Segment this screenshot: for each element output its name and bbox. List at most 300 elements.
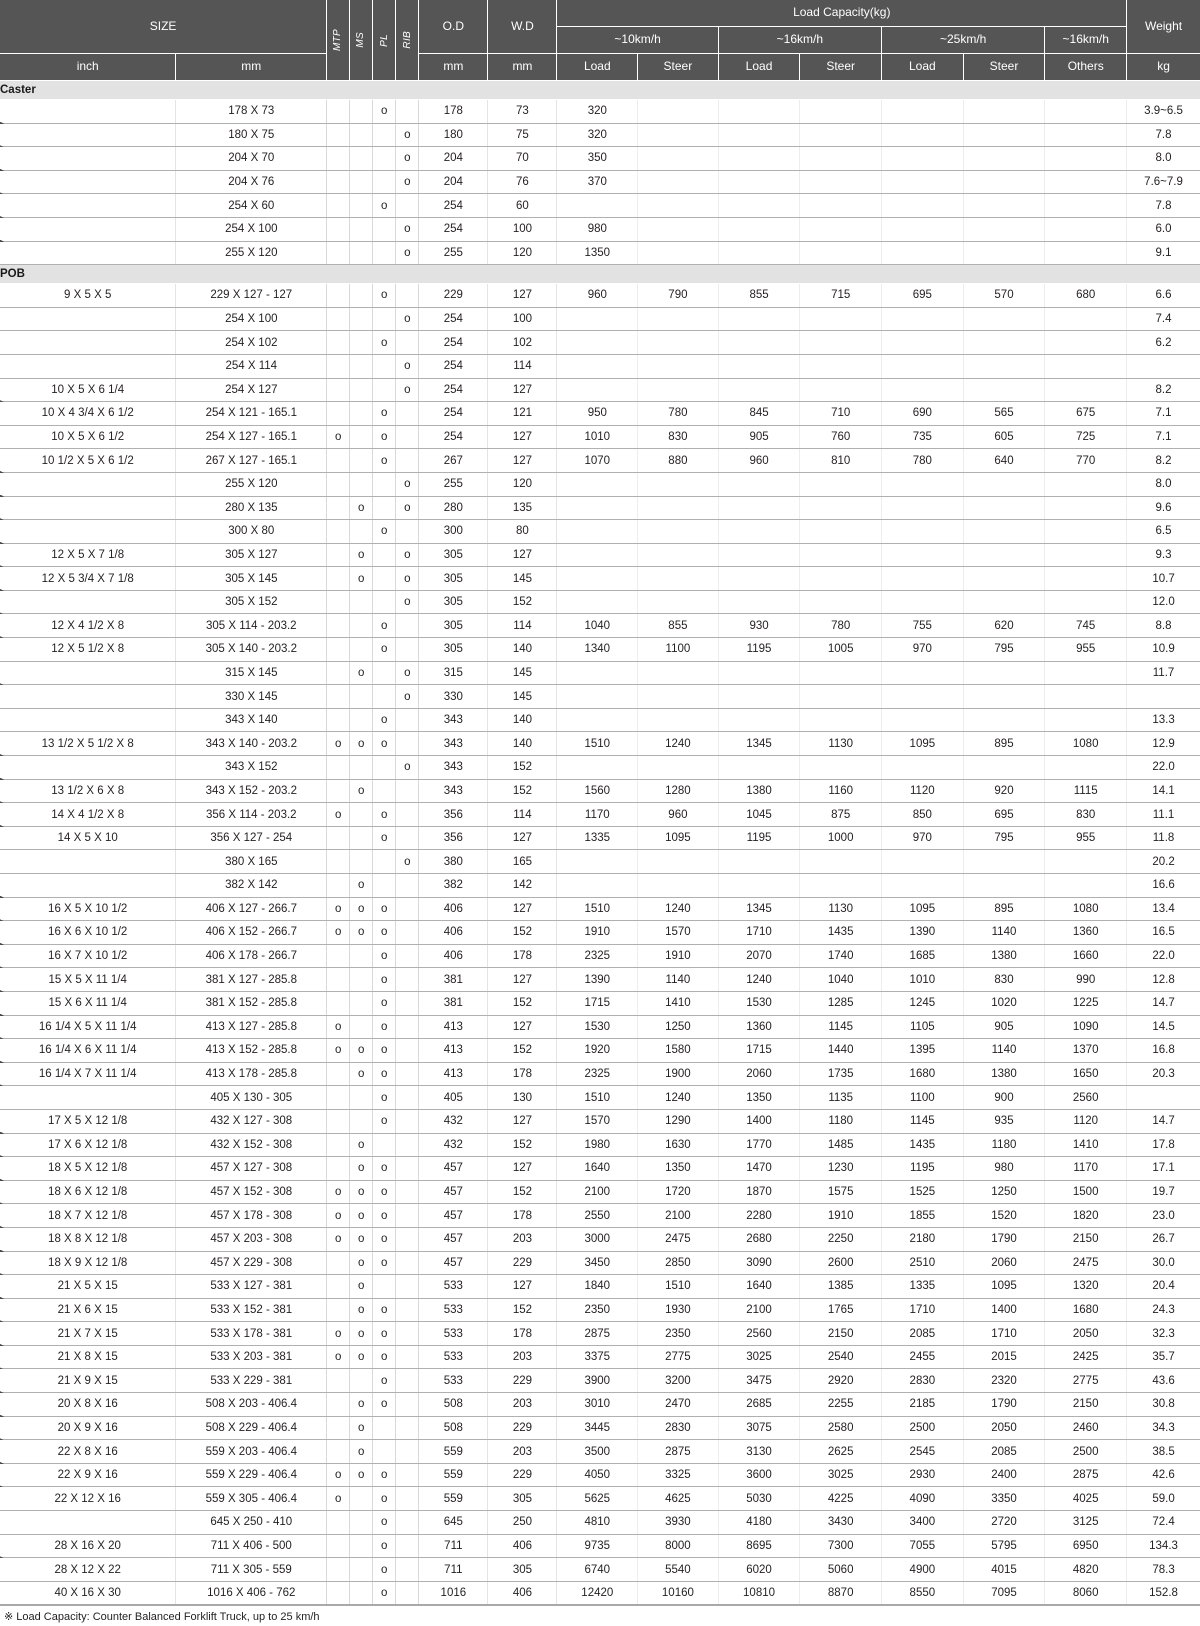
cell-mtp: [327, 944, 350, 968]
cell-inch: 17 X 6 X 12 1/8: [0, 1133, 176, 1157]
cell-l2: 6020: [718, 1558, 800, 1582]
cell-others: 1080: [1045, 897, 1127, 921]
cell-l2: 3090: [718, 1251, 800, 1275]
cell-od: 382: [419, 874, 488, 898]
cell-s3: 1790: [963, 1227, 1045, 1251]
cell-pl: o: [373, 1251, 396, 1275]
cell-pl: o: [373, 1015, 396, 1039]
cell-ms: [350, 1534, 373, 1558]
cell-pl: o: [373, 1157, 396, 1181]
cell-rib: [396, 1534, 419, 1558]
cell-wd: 165: [488, 850, 557, 874]
cell-mm: 229 X 127 - 127: [176, 284, 327, 308]
table-row: [0, 1558, 1200, 1582]
cell-weight: 30.8: [1127, 1393, 1200, 1417]
cell-l2: 1195: [718, 638, 800, 662]
cell-mm: 405 X 130 - 305: [176, 1086, 327, 1110]
cell-inch: 13 1/2 X 5 1/2 X 8: [0, 732, 176, 756]
cell-s2: 2580: [800, 1416, 882, 1440]
cell-l1: [557, 661, 638, 685]
cell-s1: 1720: [638, 1180, 719, 1204]
cell-s2: [800, 194, 882, 218]
cell-ms: [350, 123, 373, 147]
cell-l2: [718, 543, 800, 567]
table-row: [0, 1275, 1200, 1299]
cell-weight: 14.5: [1127, 1015, 1200, 1039]
cell-pl: o: [373, 1086, 396, 1110]
cell-s2: 2625: [800, 1440, 882, 1464]
cell-mm: 280 X 135: [176, 496, 327, 520]
cell-od: 533: [419, 1345, 488, 1369]
cell-wd: 152: [488, 590, 557, 614]
cell-rib: [396, 1133, 419, 1157]
cell-ms: [350, 378, 373, 402]
cell-mtp: o: [327, 803, 350, 827]
cell-rib: [396, 614, 419, 638]
cell-weight: 34.3: [1127, 1416, 1200, 1440]
cell-s1: 8000: [638, 1534, 719, 1558]
cell-wd: 152: [488, 1180, 557, 1204]
cell-others: 2500: [1045, 1440, 1127, 1464]
cell-l1: [557, 354, 638, 378]
header-steer-3: Steer: [963, 54, 1045, 81]
cell-rib: [396, 425, 419, 449]
cell-rib: [396, 1157, 419, 1181]
cell-s2: [800, 217, 882, 241]
cell-wd: 229: [488, 1463, 557, 1487]
cell-l1: 2550: [557, 1204, 638, 1228]
cell-pl: [373, 685, 396, 709]
cell-rib: o: [396, 472, 419, 496]
cell-ms: [350, 685, 373, 709]
cell-l3: 2500: [882, 1416, 964, 1440]
cell-mtp: [327, 1369, 350, 1393]
table-row: [0, 897, 1200, 921]
cell-weight: 6.2: [1127, 331, 1200, 355]
cell-others: 2150: [1045, 1227, 1127, 1251]
cell-weight: 12.9: [1127, 732, 1200, 756]
cell-weight: 9.6: [1127, 496, 1200, 520]
cell-s3: [963, 354, 1045, 378]
cell-l1: 1070: [557, 449, 638, 473]
cell-weight: [1127, 1086, 1200, 1110]
cell-s1: 880: [638, 449, 719, 473]
cell-l3: 780: [882, 449, 964, 473]
cell-pl: o: [373, 331, 396, 355]
cell-inch: 13 1/2 X 6 X 8: [0, 779, 176, 803]
cell-wd: 114: [488, 354, 557, 378]
cell-others: 770: [1045, 449, 1127, 473]
cell-l1: 320: [557, 123, 638, 147]
cell-s2: [800, 685, 882, 709]
cell-rib: [396, 638, 419, 662]
cell-others: [1045, 756, 1127, 780]
cell-inch: 15 X 5 X 11 1/4: [0, 968, 176, 992]
cell-mtp: [327, 1133, 350, 1157]
cell-wd: 305: [488, 1558, 557, 1582]
cell-mtp: [327, 1581, 350, 1605]
cell-l1: 3010: [557, 1393, 638, 1417]
cell-weight: 7.1: [1127, 402, 1200, 426]
cell-weight: 11.7: [1127, 661, 1200, 685]
cell-mm: 343 X 152: [176, 756, 327, 780]
cell-s3: [963, 708, 1045, 732]
cell-rib: o: [396, 496, 419, 520]
cell-rib: [396, 1581, 419, 1605]
cell-others: 3125: [1045, 1511, 1127, 1535]
cell-inch: 18 X 7 X 12 1/8: [0, 1204, 176, 1228]
header-speed-16: ~16km/h: [718, 27, 881, 54]
cell-l1: [557, 756, 638, 780]
cell-others: [1045, 708, 1127, 732]
cell-inch: [0, 170, 176, 194]
cell-od: 178: [419, 100, 488, 124]
cell-od: 381: [419, 968, 488, 992]
cell-s1: 1100: [638, 638, 719, 662]
cell-mtp: o: [327, 425, 350, 449]
cell-weight: 17.8: [1127, 1133, 1200, 1157]
header-speed-25: ~25km/h: [882, 27, 1045, 54]
cell-s3: 1380: [963, 944, 1045, 968]
cell-pl: [373, 354, 396, 378]
cell-others: [1045, 100, 1127, 124]
cell-l1: 1040: [557, 614, 638, 638]
cell-weight: 11.1: [1127, 803, 1200, 827]
cell-s3: 1140: [963, 921, 1045, 945]
cell-s3: 2400: [963, 1463, 1045, 1487]
cell-wd: 145: [488, 685, 557, 709]
cell-l1: 3375: [557, 1345, 638, 1369]
cell-wd: 127: [488, 826, 557, 850]
cell-l2: [718, 170, 800, 194]
cell-s3: 895: [963, 732, 1045, 756]
cell-ms: o: [350, 1275, 373, 1299]
cell-mtp: [327, 1157, 350, 1181]
cell-pl: o: [373, 1487, 396, 1511]
cell-rib: [396, 1487, 419, 1511]
cell-od: 432: [419, 1109, 488, 1133]
cell-s1: 1240: [638, 1086, 719, 1110]
table-header: [0, 0, 1200, 81]
cell-s1: [638, 874, 719, 898]
cell-mm: 254 X 121 - 165.1: [176, 402, 327, 426]
cell-wd: 127: [488, 1157, 557, 1181]
cell-od: 559: [419, 1440, 488, 1464]
table-row: [0, 170, 1200, 194]
cell-ms: o: [350, 1062, 373, 1086]
cell-ms: o: [350, 1440, 373, 1464]
table-row: [0, 147, 1200, 171]
cell-od: 457: [419, 1251, 488, 1275]
cell-pl: o: [373, 732, 396, 756]
cell-wd: 145: [488, 661, 557, 685]
cell-wd: 135: [488, 496, 557, 520]
cell-l3: 1335: [882, 1275, 964, 1299]
table-row: [0, 614, 1200, 638]
cell-mm: 413 X 152 - 285.8: [176, 1039, 327, 1063]
cell-pl: o: [373, 944, 396, 968]
cell-od: 432: [419, 1133, 488, 1157]
cell-mtp: [327, 217, 350, 241]
cell-s1: 1900: [638, 1062, 719, 1086]
cell-pl: [373, 590, 396, 614]
cell-wd: 152: [488, 1039, 557, 1063]
cell-pl: o: [373, 1345, 396, 1369]
cell-mtp: [327, 850, 350, 874]
cell-s3: 895: [963, 897, 1045, 921]
cell-mtp: [327, 284, 350, 308]
cell-others: 1360: [1045, 921, 1127, 945]
cell-l3: 1395: [882, 1039, 964, 1063]
header-load-1: Load: [557, 54, 638, 81]
cell-rib: [396, 194, 419, 218]
cell-ms: [350, 241, 373, 265]
cell-mm: 508 X 203 - 406.4: [176, 1393, 327, 1417]
cell-od: 330: [419, 685, 488, 709]
cell-mtp: [327, 661, 350, 685]
cell-wd: 178: [488, 1062, 557, 1086]
cell-wd: 140: [488, 638, 557, 662]
cell-rib: [396, 1393, 419, 1417]
cell-l1: [557, 708, 638, 732]
table-row: [0, 921, 1200, 945]
cell-od: 229: [419, 284, 488, 308]
cell-wd: 152: [488, 1133, 557, 1157]
cell-s2: 4225: [800, 1487, 882, 1511]
cell-s2: [800, 147, 882, 171]
cell-weight: 6.0: [1127, 217, 1200, 241]
header-weight: Weight: [1127, 0, 1200, 54]
cell-others: 2050: [1045, 1322, 1127, 1346]
cell-ms: [350, 194, 373, 218]
cell-l1: 1010: [557, 425, 638, 449]
cell-mtp: o: [327, 1180, 350, 1204]
cell-others: 675: [1045, 402, 1127, 426]
table-row: [0, 1109, 1200, 1133]
cell-l3: 2830: [882, 1369, 964, 1393]
cell-s1: [638, 378, 719, 402]
cell-ms: [350, 991, 373, 1015]
cell-wd: 120: [488, 472, 557, 496]
cell-rib: o: [396, 307, 419, 331]
cell-wd: 203: [488, 1440, 557, 1464]
cell-rib: [396, 803, 419, 827]
cell-mtp: [327, 1275, 350, 1299]
cell-s2: 2600: [800, 1251, 882, 1275]
cell-wd: 152: [488, 756, 557, 780]
cell-od: 254: [419, 217, 488, 241]
cell-rib: [396, 1109, 419, 1133]
cell-s3: [963, 100, 1045, 124]
cell-mm: 457 X 229 - 308: [176, 1251, 327, 1275]
cell-s3: [963, 170, 1045, 194]
cell-weight: 13.3: [1127, 708, 1200, 732]
cell-mtp: [327, 496, 350, 520]
cell-weight: 72.4: [1127, 1511, 1200, 1535]
cell-ms: [350, 1487, 373, 1511]
cell-others: [1045, 170, 1127, 194]
cell-l2: 5030: [718, 1487, 800, 1511]
cell-l3: 1390: [882, 921, 964, 945]
cell-l3: 1710: [882, 1298, 964, 1322]
cell-s3: 980: [963, 1157, 1045, 1181]
cell-weight: 6.6: [1127, 284, 1200, 308]
cell-l1: 1560: [557, 779, 638, 803]
table-row: [0, 803, 1200, 827]
cell-s1: [638, 307, 719, 331]
cell-ms: o: [350, 1463, 373, 1487]
cell-s2: [800, 590, 882, 614]
cell-l1: 320: [557, 100, 638, 124]
cell-s3: 900: [963, 1086, 1045, 1110]
cell-mtp: o: [327, 1322, 350, 1346]
cell-rib: [396, 991, 419, 1015]
cell-wd: 203: [488, 1345, 557, 1369]
cell-l1: 1390: [557, 968, 638, 992]
cell-others: 8060: [1045, 1581, 1127, 1605]
cell-l3: 1120: [882, 779, 964, 803]
cell-l2: 855: [718, 284, 800, 308]
cell-wd: 152: [488, 991, 557, 1015]
cell-s2: 5060: [800, 1558, 882, 1582]
cell-pl: o: [373, 1534, 396, 1558]
cell-mm: 254 X 127 - 165.1: [176, 425, 327, 449]
cell-l1: 2100: [557, 1180, 638, 1204]
cell-inch: 40 X 16 X 30: [0, 1581, 176, 1605]
cell-others: 1660: [1045, 944, 1127, 968]
cell-wd: 140: [488, 732, 557, 756]
cell-s1: 3930: [638, 1511, 719, 1535]
cell-s1: 1630: [638, 1133, 719, 1157]
cell-inch: 16 X 7 X 10 1/2: [0, 944, 176, 968]
cell-l2: 2280: [718, 1204, 800, 1228]
cell-rib: [396, 331, 419, 355]
cell-weight: 7.1: [1127, 425, 1200, 449]
cell-ms: o: [350, 1227, 373, 1251]
cell-inch: 18 X 9 X 12 1/8: [0, 1251, 176, 1275]
cell-mtp: o: [327, 1487, 350, 1511]
cell-ms: [350, 590, 373, 614]
cell-s3: [963, 590, 1045, 614]
cell-rib: [396, 1204, 419, 1228]
table-row: [0, 543, 1200, 567]
cell-rib: o: [396, 378, 419, 402]
cell-s2: 1160: [800, 779, 882, 803]
cell-s2: 1180: [800, 1109, 882, 1133]
cell-l2: [718, 307, 800, 331]
cell-l1: 2875: [557, 1322, 638, 1346]
cell-l3: [882, 123, 964, 147]
cell-mtp: o: [327, 1345, 350, 1369]
cell-weight: 38.5: [1127, 1440, 1200, 1464]
cell-l3: 2510: [882, 1251, 964, 1275]
cell-others: 2875: [1045, 1463, 1127, 1487]
cell-ms: [350, 100, 373, 124]
cell-od: 305: [419, 638, 488, 662]
cell-s2: [800, 520, 882, 544]
cell-s3: [963, 661, 1045, 685]
cell-mtp: o: [327, 1039, 350, 1063]
table-row: [0, 354, 1200, 378]
cell-od: 508: [419, 1416, 488, 1440]
cell-pl: [373, 543, 396, 567]
table-row: [0, 779, 1200, 803]
cell-l3: [882, 590, 964, 614]
cell-weight: 14.7: [1127, 991, 1200, 1015]
cell-weight: 59.0: [1127, 1487, 1200, 1511]
cell-s1: [638, 661, 719, 685]
cell-weight: [1127, 354, 1200, 378]
cell-od: 305: [419, 614, 488, 638]
cell-inch: 22 X 8 X 16: [0, 1440, 176, 1464]
cell-pl: o: [373, 1204, 396, 1228]
cell-s1: 1930: [638, 1298, 719, 1322]
cell-l2: 905: [718, 425, 800, 449]
section-title: Caster: [0, 81, 1200, 100]
cell-rib: o: [396, 217, 419, 241]
cell-l1: 1570: [557, 1109, 638, 1133]
cell-s1: [638, 850, 719, 874]
cell-l3: 4900: [882, 1558, 964, 1582]
cell-rib: [396, 732, 419, 756]
cell-s1: 1510: [638, 1275, 719, 1299]
table-row: [0, 1062, 1200, 1086]
cell-ms: o: [350, 779, 373, 803]
cell-l3: 2455: [882, 1345, 964, 1369]
cell-pl: o: [373, 1039, 396, 1063]
cell-others: 1080: [1045, 732, 1127, 756]
cell-mm: 413 X 127 - 285.8: [176, 1015, 327, 1039]
cell-others: [1045, 685, 1127, 709]
cell-inch: [0, 472, 176, 496]
cell-l2: [718, 354, 800, 378]
table-row: [0, 307, 1200, 331]
cell-others: 955: [1045, 638, 1127, 662]
cell-l2: 845: [718, 402, 800, 426]
cell-ms: [350, 147, 373, 171]
cell-l2: 1345: [718, 732, 800, 756]
cell-inch: 18 X 5 X 12 1/8: [0, 1157, 176, 1181]
cell-s2: 2250: [800, 1227, 882, 1251]
cell-pl: o: [373, 520, 396, 544]
table-row: [0, 425, 1200, 449]
cell-pl: o: [373, 897, 396, 921]
cell-l2: [718, 378, 800, 402]
cell-mtp: o: [327, 897, 350, 921]
cell-s2: [800, 378, 882, 402]
cell-others: 1370: [1045, 1039, 1127, 1063]
cell-s3: 905: [963, 1015, 1045, 1039]
cell-others: 4820: [1045, 1558, 1127, 1582]
cell-rib: [396, 1086, 419, 1110]
cell-pl: [373, 1133, 396, 1157]
cell-l3: 1095: [882, 732, 964, 756]
cell-pl: o: [373, 1227, 396, 1251]
cell-l3: [882, 307, 964, 331]
cell-s3: 920: [963, 779, 1045, 803]
cell-pl: o: [373, 708, 396, 732]
cell-l3: 755: [882, 614, 964, 638]
cell-mm: 254 X 127: [176, 378, 327, 402]
cell-inch: 17 X 5 X 12 1/8: [0, 1109, 176, 1133]
cell-l1: 1840: [557, 1275, 638, 1299]
cell-l3: 1195: [882, 1157, 964, 1181]
cell-rib: [396, 1511, 419, 1535]
cell-l1: 1530: [557, 1015, 638, 1039]
cell-l1: 9735: [557, 1534, 638, 1558]
cell-od: 343: [419, 732, 488, 756]
cell-s1: 2470: [638, 1393, 719, 1417]
